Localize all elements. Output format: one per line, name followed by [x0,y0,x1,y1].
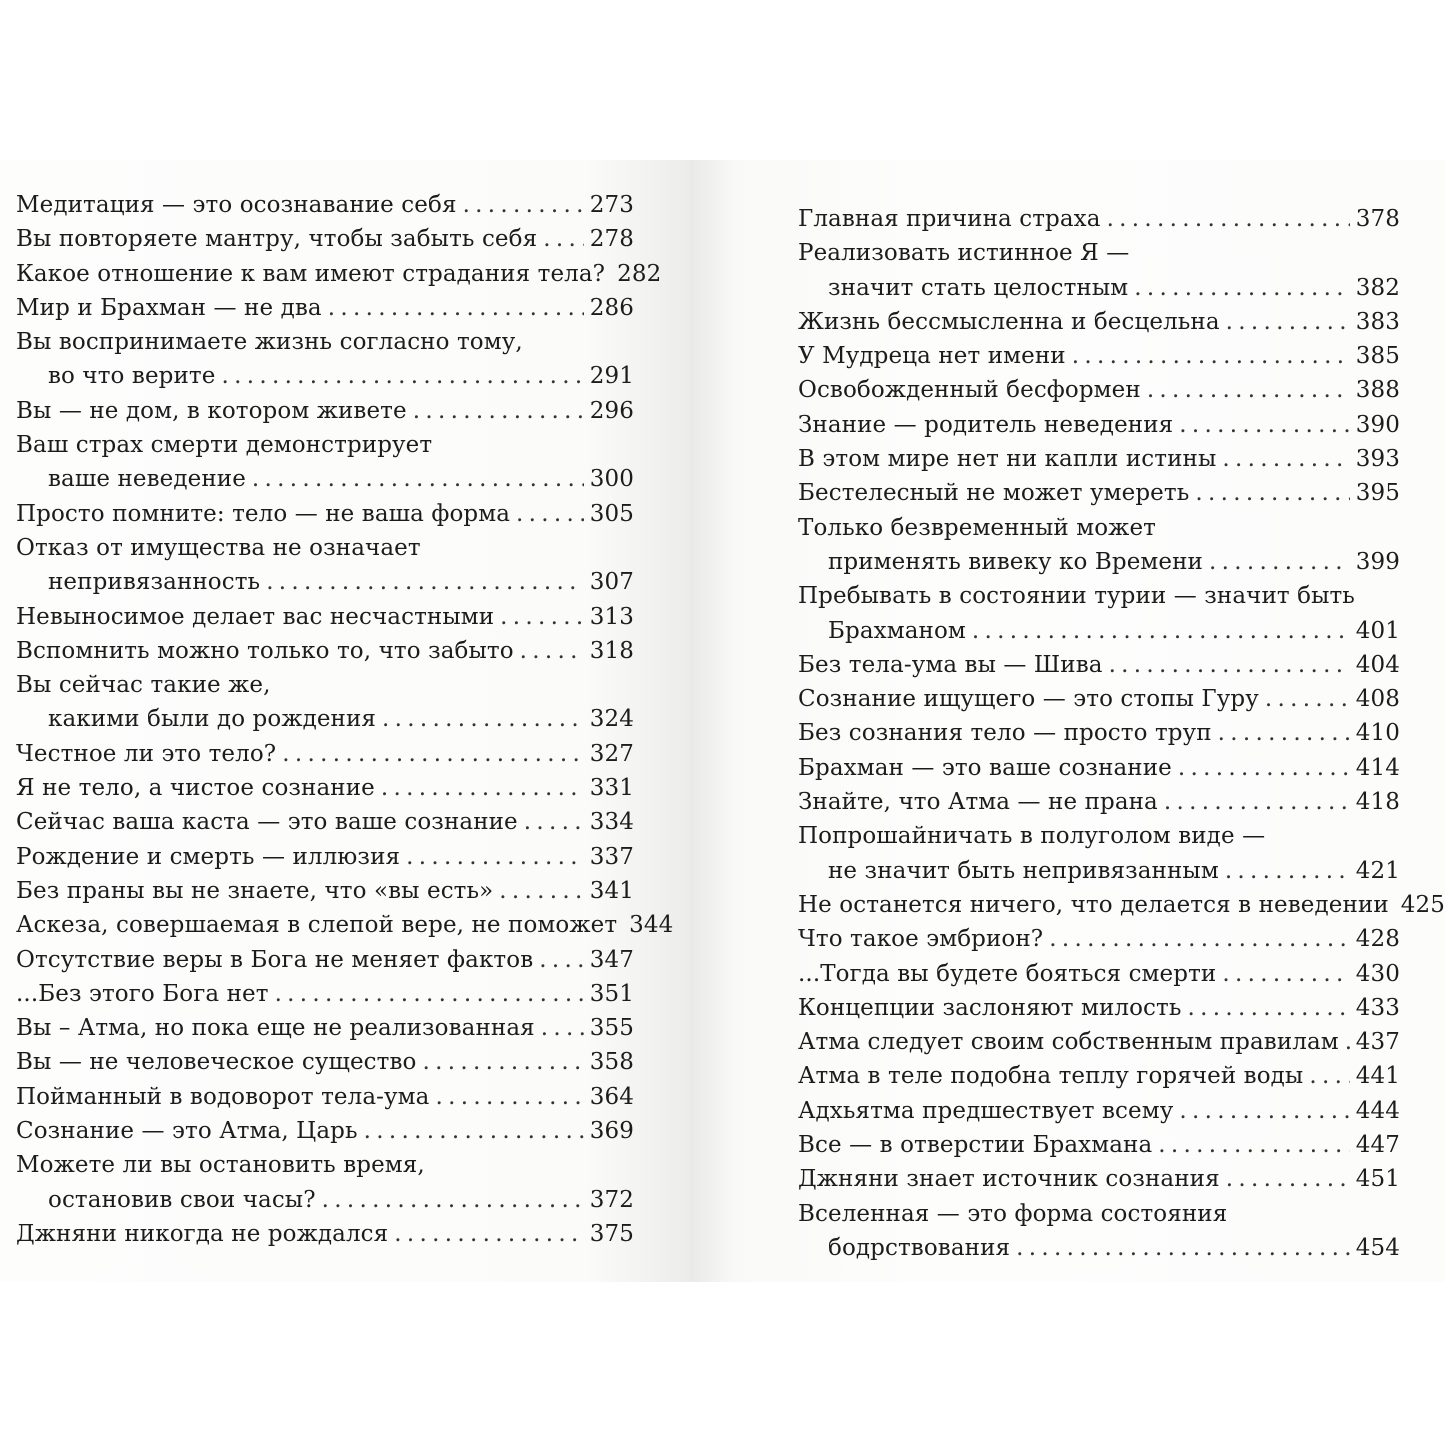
toc-entry-title: непривязанность [48,569,261,596]
toc-entry-title: Честное ли это тело? [16,740,277,767]
toc-entry-title: Мир и Брахман — не два [16,294,322,321]
toc-entry-title: Вы сейчас такие же, [16,672,271,699]
toc-page-number: 390 [1355,411,1400,438]
toc-page-number: 382 [1355,274,1400,301]
toc-page-number: 355 [589,1015,634,1042]
toc-page-number: 393 [1355,446,1400,473]
dot-leader [1225,854,1350,888]
dot-leader [541,1011,584,1045]
dot-leader [1016,1231,1350,1265]
toc-entry-line [798,854,1400,888]
toc-entry-title: Знание — родитель неведения [798,411,1174,438]
toc-entry-line [16,222,634,256]
toc-page-number: 291 [589,363,634,390]
dot-leader [1209,545,1350,579]
dot-leader [394,1217,584,1251]
toc-entry-line [798,1231,1400,1265]
toc-entry-title: Медитация — это осознавание себя [16,192,457,218]
toc-entry-title: Брахманом [828,617,966,644]
toc-entry-line [16,1183,634,1217]
toc-entry-line [798,339,1400,373]
toc-entry-line [798,819,1400,853]
toc-page-number: 430 [1355,960,1400,987]
toc-entry-title: Жизнь бессмысленна и бесцельна [798,308,1220,335]
toc-entry-line [16,874,634,908]
toc-page-number: 273 [589,192,634,218]
toc-entry-title: Сознание — это Атма, Царь [16,1118,358,1145]
toc-entry-line [16,1217,634,1251]
toc-page-number: 437 [1355,1029,1400,1056]
toc-page-number: 441 [1355,1063,1400,1090]
toc-entry-line [16,394,634,428]
toc-entry-title: Все — в отверстии Брахмана [798,1132,1153,1159]
toc-page-number: 395 [1355,480,1400,507]
toc-entry-line [798,1162,1400,1196]
toc-entry-title: Вы – Атма, но пока еще не реализованная [16,1015,535,1042]
toc-entry-line [16,977,634,1011]
toc-entry-line [798,957,1400,991]
toc-entry-line [798,545,1400,579]
toc-entry-line [16,1045,634,1079]
toc-page-number: 337 [589,843,634,870]
toc-page-number: 282 [617,260,662,287]
toc-page-number: 428 [1355,926,1400,953]
toc-entry-title: во что верите [48,363,216,390]
dot-leader [413,394,584,428]
dot-leader [1226,1162,1350,1196]
dot-leader [524,805,584,839]
toc-page-number: 351 [589,980,634,1007]
dot-leader [381,771,584,805]
toc-page-number: 447 [1355,1132,1400,1159]
toc-entry-line [798,1025,1400,1059]
dot-leader [499,874,584,908]
toc-entry-title: Не останется ничего, что делается в неведении [798,891,1389,918]
toc-page-number: 307 [589,569,634,596]
dot-leader [1179,1094,1349,1128]
toc-entry-title: Концепции заслоняют милость [798,994,1182,1021]
toc-page-number: 341 [589,877,634,904]
toc-entry-line [16,188,634,222]
dot-leader [1222,957,1349,991]
toc-entry-title: Попрошайничать в полуголом виде — [798,823,1266,850]
dot-leader [1187,991,1349,1025]
dot-leader [1345,1025,1350,1059]
toc-entry-line [798,614,1400,648]
toc-entry-line [16,702,634,736]
toc-entry-line [798,236,1400,270]
toc-entry-title: В этом мире нет ни капли истины [798,446,1217,473]
toc-page-number: 414 [1355,754,1400,781]
dot-leader [520,634,584,668]
toc-entry-title: Без сознания тело — просто труп [798,720,1212,747]
toc-entry-line [798,648,1400,682]
toc-entry-line [16,1114,634,1148]
toc-entry-line [798,682,1400,716]
toc-entry-line [798,1094,1400,1128]
right-page [690,160,1445,1282]
dot-leader [406,840,584,874]
toc-page-number: 305 [589,500,634,527]
toc-entry-title: Атма в теле подобна теплу горячей воды [798,1063,1304,1090]
toc-page-number: 331 [589,775,634,802]
toc-entry-title: Пойманный в водоворот тела-ума [16,1083,430,1110]
dot-leader [1158,1128,1350,1162]
toc-entry-line [16,1148,634,1182]
dot-leader [500,600,584,634]
toc-entry-title: Вы — не человеческое существо [16,1049,417,1076]
dot-leader [972,614,1350,648]
toc-entry-title: Аскеза, совершаемая в слепой вере, не поможет [16,912,618,939]
left-page [0,160,690,1282]
toc-entry-title: Вы — не дом, в котором живете [16,397,407,424]
toc-entry-title: Бестелесный не может умереть [798,480,1190,507]
toc-entry-title: Вы воспринимаете жизнь согласно тому, [16,329,523,356]
toc-entry-title: ваше неведение [48,466,246,493]
dot-leader [266,565,584,599]
toc-entry-line [16,1011,634,1045]
toc-entry-line [16,462,634,496]
dot-leader [1265,682,1350,716]
toc-entry-title: Джняни знает источник сознания [798,1166,1220,1193]
toc-entry-line [798,476,1400,510]
dot-leader [539,943,584,977]
dot-leader [282,737,584,771]
toc-entry-title: какими были до рождения [48,706,377,733]
toc-entry-line [16,908,674,942]
toc-entry-title: Брахман — это ваше сознание [798,754,1172,781]
toc-entry-line [16,257,662,291]
toc-entry-line [16,325,634,359]
toc-page-number: 454 [1355,1234,1400,1261]
toc-entry-line [798,991,1400,1025]
toc-entry-title: Главная причина страха [798,206,1101,232]
dot-leader [322,1183,584,1217]
toc-entry-line [798,442,1400,476]
toc-entry-title: Рождение и смерть — иллюзия [16,843,401,870]
toc-page-number: 324 [589,706,634,733]
dot-leader [1164,785,1350,819]
toc-entry-line [16,668,634,702]
toc-entry-line [16,840,634,874]
toc-page-number: 372 [589,1186,634,1213]
table-of-contents-right [798,202,1445,1265]
toc-entry-line [16,291,634,325]
toc-entry-title: Можете ли вы остановить время, [16,1152,425,1179]
dot-leader [1195,476,1349,510]
toc-entry-line [16,737,634,771]
toc-page-number: 401 [1355,617,1400,644]
toc-entry-line [798,1197,1400,1231]
toc-entry-line [798,579,1400,613]
toc-entry-line [798,1059,1400,1093]
toc-entry-title: Какое отношение к вам имеют страдания тела? [16,260,606,287]
toc-entry-line [798,716,1400,750]
toc-entry-title: Адхьятма предшествует всему [798,1097,1174,1124]
toc-entry-title: Просто помните: тело — не ваша форма [16,500,511,527]
table-of-contents-left [16,188,674,1251]
toc-entry-line [16,634,634,668]
dot-leader [463,188,584,222]
toc-page-number: 385 [1355,343,1400,370]
toc-page-number: 358 [589,1049,634,1076]
toc-page-number: 383 [1355,308,1400,335]
toc-entry-line [16,1080,634,1114]
dot-leader [1072,339,1350,373]
toc-entry-title: Освобожденный бесформен [798,377,1141,404]
toc-page-number: 278 [589,226,634,253]
toc-entry-line [16,428,634,462]
toc-entry-line [798,408,1400,442]
toc-entry-line [798,785,1400,819]
toc-entry-title: остановив свои часы? [48,1186,316,1213]
toc-page-number: 404 [1355,651,1400,678]
toc-entry-title: Пребывать в состоянии турии — значит быть [798,583,1355,610]
dot-leader [1109,648,1350,682]
dot-leader [1226,305,1350,339]
toc-page-number: 334 [589,809,634,836]
toc-entry-line [16,805,634,839]
toc-entry-line [798,1128,1400,1162]
toc-entry-line [798,888,1445,922]
dot-leader [1309,1059,1349,1093]
toc-page-number: 364 [589,1083,634,1110]
toc-entry-line [798,271,1400,305]
dot-leader [364,1114,584,1148]
toc-page-number: 388 [1355,377,1400,404]
toc-entry-title: ...Тогда вы будете бояться смерти [798,960,1217,987]
dot-leader [221,359,583,393]
toc-page-number: 318 [589,637,634,664]
toc-entry-title: Только безвременный может [798,514,1156,541]
toc-entry-line [798,751,1400,785]
book-spread [0,160,1445,1282]
dot-leader [382,702,584,736]
toc-page-number: 378 [1355,206,1400,232]
toc-page-number: 347 [589,946,634,973]
toc-page-number: 433 [1355,994,1400,1021]
dot-leader [1134,271,1350,305]
toc-entry-title: не значит быть непривязанным [828,857,1219,884]
dot-leader [1222,442,1349,476]
toc-entry-line [16,359,634,393]
toc-entry-title: Атма следует своим собственным правилам [798,1029,1339,1056]
toc-entry-line [798,511,1400,545]
toc-page-number: 296 [589,397,634,424]
dot-leader [328,291,584,325]
toc-entry-title: Сознание ищущего — это стопы Гуру [798,686,1259,713]
toc-entry-title: У Мудреца нет имени [798,343,1066,370]
dot-leader [435,1080,583,1114]
dot-leader [422,1045,583,1079]
toc-page-number: 408 [1355,686,1400,713]
toc-page-number: 327 [589,740,634,767]
dot-leader [543,222,584,256]
toc-page-number: 300 [589,466,634,493]
toc-entry-title: Отказ от имущества не означает [16,534,421,561]
dot-leader [1049,922,1350,956]
toc-entry-title: Вселенная — это форма состояния [798,1200,1228,1227]
toc-entry-title: Сейчас ваша каста — это ваше сознание [16,809,518,836]
toc-page-number: 399 [1355,548,1400,575]
dot-leader [1218,716,1350,750]
toc-entry-title: Без праны вы не знаете, что «вы есть» [16,877,494,904]
toc-page-number: 425 [1400,891,1445,918]
dot-leader [516,497,584,531]
toc-entry-title: Невыносимое делает вас несчастными [16,603,495,630]
dot-leader [1147,373,1350,407]
toc-entry-title: Джняни никогда не рождался [16,1220,389,1247]
dot-leader [252,462,584,496]
toc-entry-title: Ваш страх смерти демонстрирует [16,432,433,459]
toc-entry-line [798,202,1400,236]
toc-entry-title: применять вивеку ко Времени [828,548,1203,575]
toc-page-number: 421 [1355,857,1400,884]
toc-entry-title: значит стать целостным [828,274,1129,301]
toc-page-number: 313 [589,603,634,630]
toc-page-number: 375 [589,1220,634,1247]
toc-entry-line [16,943,634,977]
dot-leader [1179,408,1350,442]
toc-page-number: 344 [629,912,674,939]
toc-entry-line [798,922,1400,956]
dot-leader [1178,751,1350,785]
toc-entry-title: Знайте, что Атма — не прана [798,789,1158,816]
toc-entry-title: бодрствования [828,1234,1011,1261]
toc-entry-line [16,565,634,599]
dot-leader [275,977,584,1011]
toc-entry-title: Отсутствие веры в Бога не меняет фактов [16,946,534,973]
toc-page-number: 444 [1355,1097,1400,1124]
toc-entry-line [798,373,1400,407]
toc-entry-line [16,531,634,565]
toc-entry-title: ...Без этого Бога нет [16,980,269,1007]
toc-entry-title: Я не тело, а чистое сознание [16,775,375,802]
toc-entry-title: Реализовать истинное Я — [798,240,1130,267]
toc-page-number: 418 [1355,789,1400,816]
toc-entry-line [16,497,634,531]
toc-entry-line [16,771,634,805]
dot-leader [1107,202,1350,236]
toc-entry-title: Без тела-ума вы — Шива [798,651,1103,678]
toc-page-number: 410 [1355,720,1400,747]
toc-entry-title: Что такое эмбрион? [798,926,1044,953]
toc-entry-title: Вспомнить можно только то, что забыто [16,637,514,664]
toc-entry-title: Вы повторяете мантру, чтобы забыть себя [16,226,538,253]
toc-page-number: 369 [589,1118,634,1145]
toc-entry-line [16,600,634,634]
toc-entry-line [798,305,1400,339]
toc-page-number: 286 [589,294,634,321]
toc-page-number: 451 [1355,1166,1400,1193]
